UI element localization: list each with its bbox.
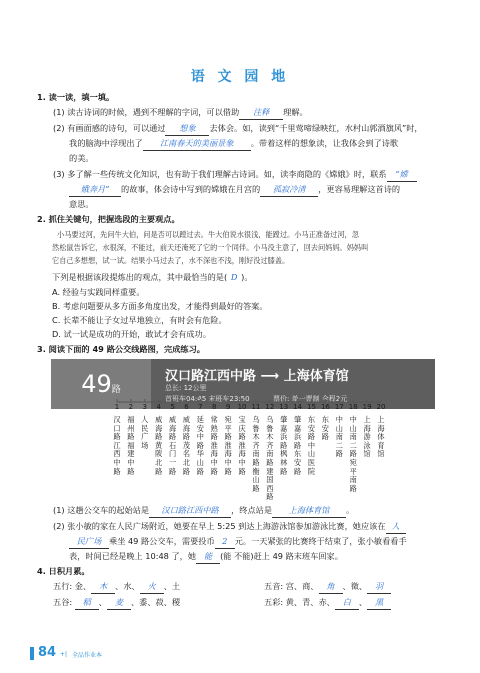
footer-accent-bar <box>30 647 34 660</box>
stop-number: 4 <box>156 403 161 411</box>
stop-number: 6 <box>184 403 189 411</box>
option-c: C. 长辈不能让子女过早地独立，有时会有危险。 <box>52 315 227 325</box>
q2-prompt: 下列是根据该段提炼出的观点，其中最恰当的是( D )。 <box>52 272 253 282</box>
stop-number: 11 <box>251 403 261 411</box>
option-b: B. 考虑问题要从多方面多角度出发，才能得到最好的答案。 <box>52 301 268 311</box>
stop-name: 乌鲁木齐南路建国西路 <box>266 415 274 502</box>
q3-s2: (2) 张小敏的家在人民广场附近，她要在早上 5:25 到达上海游泳馆参加游泳比赛，她应该在 人 <box>53 520 406 534</box>
answer-blank: 能 <box>196 550 220 564</box>
five-colors: 五彩: 黄、青、赤、 白 、 黑 <box>264 596 391 610</box>
q3-s2-line3: 表，时间已经是晚上 10:48 了，她 能 (能 不能)赶上 49 路末班车回家。 <box>69 550 343 564</box>
stop-name: 东安路中山医院 <box>307 415 316 476</box>
footer-label: 全品作业本 <box>72 652 103 659</box>
q1-s1: (1) 读古诗词的时候，遇到不理解的字词，可以借助 注释 理解。 <box>53 106 308 120</box>
stop-number: 1 <box>114 403 120 411</box>
stop-number: 20 <box>376 403 386 411</box>
stop-name: 威海路黄陂北路 <box>155 415 163 476</box>
q1-s3: (3) 多了解一些传统文化知识，也有助于我们理解古诗词。如，读李商隐的《嫦娥》时，联系 “嫦 <box>53 168 417 182</box>
stop-name: 延安中路华山路 <box>196 415 204 476</box>
answer-blank: 火 <box>140 580 164 594</box>
q1-s2-line2: 我的脑海中浮现出了 江南春天的美丽景象 。带着这样的想象读，让我体会到了诗歌 <box>69 137 398 151</box>
stop-name: 福州路福建中路 <box>127 415 135 476</box>
passage-line: 然松鼠告诉它，水很深，不能过，前天还淹死了它的一个同伴。小马没主意了，回去问妈妈。妈妈叫 <box>52 243 369 252</box>
passage-line: 小马要过河，先问牛大伯，问是否可以蹚过去。牛大伯说水很浅，能蹚过。小马正准备过河，忽 <box>57 230 359 239</box>
stop-number: 17 <box>334 403 344 411</box>
stop-number: 2 <box>128 403 134 411</box>
answer-blank: “嫦 <box>387 168 417 182</box>
stop-name: 东安路 <box>321 415 329 442</box>
stop-number: 19 <box>362 403 372 411</box>
q3-heading: 3. 阅读下面的 49 路公交线路图，完成练习。 <box>37 344 205 354</box>
stop-name: 上海游泳馆 <box>363 415 371 459</box>
option-d: D. 试一试是成功的开始，敢试才会有成功。 <box>52 329 211 339</box>
q1-s2: (2) 有画面感的诗句，可以通过 想象 去体会。如，读到“千里莺啼绿映红，水村山郭酒旗风”时， <box>53 122 423 136</box>
answer-blank: 注释 <box>239 106 283 120</box>
q3-s2-line2: 民广场 乘坐 49 路公交车，需要投币 2 元。一天紧张的比赛终于结束了，张小敏看看手 <box>69 535 407 549</box>
stop-number: 10 <box>237 403 247 411</box>
stop-name: 肇嘉浜路东安路 <box>294 415 302 476</box>
stop-name: 威海路石门一路 <box>168 415 177 476</box>
passage-line: 它自己多想想，试一试。结果小马过去了，水不深也不浅，刚好没过膝盖。 <box>52 256 290 265</box>
stop-name: 宛平路淮海中路 <box>224 415 232 476</box>
page-number: 84 <box>38 645 57 660</box>
q4-heading: 4. 日积月累。 <box>37 566 90 576</box>
q1-s3-line2: 娥奔月” 的故事，体会诗中写到的嫦娥在月宫的 孤寂冷清 ，更容易理解这首诗的 <box>69 183 400 197</box>
answer-blank: 木 <box>91 580 115 594</box>
answer-blank: 汉口路江西中路 <box>149 504 231 518</box>
answer-blank: 想象 <box>165 122 209 136</box>
stop-name: 威海路茂名北路 <box>182 415 191 476</box>
q3-s1: (1) 这趟公交车的起始站是 汉口路江西中路 ，终点站是 上海体育馆 。 <box>53 504 354 518</box>
q1-s3-line3: 意思。 <box>69 199 94 209</box>
answer-blank: 孤寂冷清 <box>260 183 318 197</box>
stop-number: 12 <box>265 403 275 411</box>
stop-number: 16 <box>320 403 330 411</box>
stop-number: 15 <box>307 403 316 411</box>
bus-number: 49路 <box>51 359 151 409</box>
answer-blank: 上海体育馆 <box>272 504 346 518</box>
stop-number: 3 <box>142 403 148 411</box>
stop-name: 人民广场 <box>141 415 149 450</box>
footer-separator: +| <box>60 651 68 658</box>
stop-name: 中山南二路 <box>335 415 343 459</box>
five-tones: 五音: 宫、商、 角 、徵、 羽 <box>264 580 391 594</box>
stop-name: 乌鲁木齐南路衡山路 <box>252 415 260 493</box>
stop-name: 常熟路淮海中路 <box>210 415 218 476</box>
answer-blank: 民广场 <box>69 535 109 549</box>
stop-name: 上海体育馆 <box>377 415 385 459</box>
q2-heading: 2. 抓住关键句，把握选段的主要观点。 <box>37 214 180 224</box>
answer-choice: D <box>230 272 238 282</box>
stop-name: 中山南二路宛平南路 <box>349 415 357 493</box>
answer-blank: 娥奔月” <box>69 183 121 197</box>
answer-blank: 稻 <box>75 596 99 610</box>
route-endpoints: 汉口路江西中路 ⟶ 上海体育馆 <box>165 369 349 384</box>
stop-number: 9 <box>225 403 231 411</box>
stop-name: 宝庆路淮海中路 <box>238 415 246 476</box>
stop-number: 14 <box>293 403 303 411</box>
stop-name: 肇嘉浜路枫林路 <box>280 415 288 476</box>
option-a: A. 经验与实践同样重要。 <box>52 287 145 297</box>
answer-blank: 羽 <box>367 580 391 594</box>
route-length: 总长: 12公里 <box>165 384 207 392</box>
answer-blank: 2 <box>215 535 235 549</box>
route-fare: 票价: 单一票制 全程2元 <box>273 395 348 403</box>
answer-blank: 江南春天的美丽景象 <box>143 137 251 151</box>
stop-number: 13 <box>279 403 289 411</box>
stop-number: 8 <box>212 403 217 411</box>
route-times: 首班车04:45 末班车23:50 <box>165 395 250 403</box>
answer-blank: 白 <box>335 596 359 610</box>
five-elements: 五行: 金、 木 、水、 火 、土 <box>53 580 180 594</box>
q1-s2-line3: 的美。 <box>69 153 94 163</box>
answer-blank: 麦 <box>107 596 131 610</box>
stop-number: 18 <box>348 403 358 411</box>
stop-number: 5 <box>170 403 175 411</box>
q1-heading: 1. 读一读，填一填。 <box>37 92 115 102</box>
stop-name: 汉口路江西中路 <box>113 415 121 476</box>
stop-number: 7 <box>198 403 203 411</box>
route-arrow-icon: ⟶ <box>260 369 280 384</box>
page-title: 语 文 园 地 <box>190 69 290 85</box>
five-grains: 五谷: 稻 、 麦 、黍、菽、稷 <box>53 596 180 610</box>
answer-blank: 黑 <box>367 596 391 610</box>
answer-blank: 人 <box>386 520 406 534</box>
answer-blank: 角 <box>319 580 343 594</box>
